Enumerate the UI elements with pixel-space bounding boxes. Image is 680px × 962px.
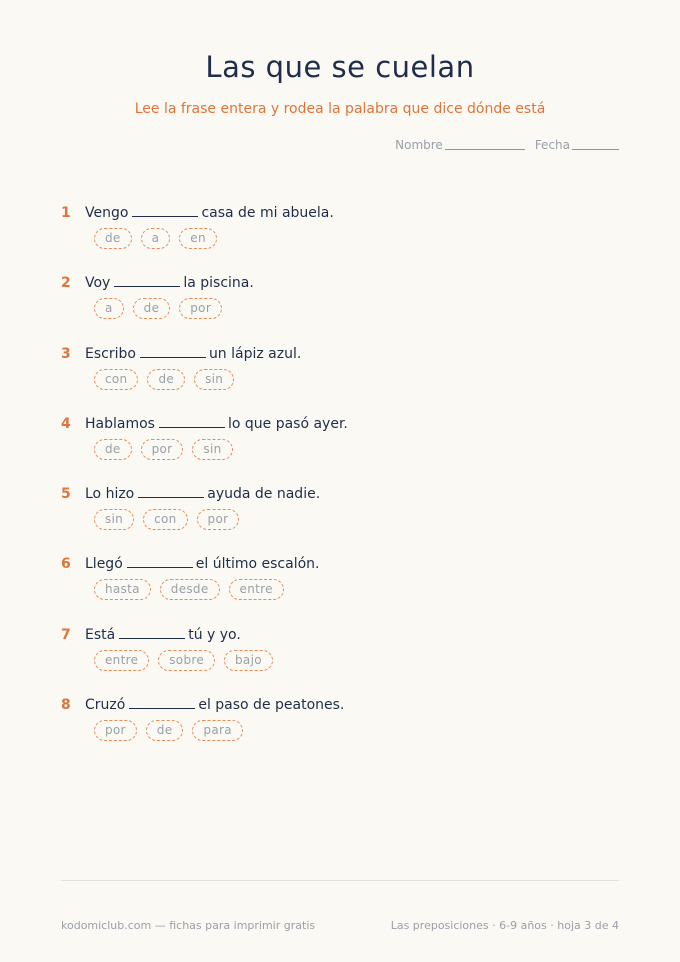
exercise-item xyxy=(61,626,621,696)
sentence-end: lo que pasó ayer. xyxy=(227,415,348,432)
option-pill[interactable]: a xyxy=(94,298,124,319)
option-pill[interactable]: bajo xyxy=(224,650,273,671)
option-pill[interactable]: por xyxy=(179,298,222,319)
exercise-item xyxy=(61,415,621,485)
option-pill[interactable]: con xyxy=(94,369,138,390)
footer-divider xyxy=(61,880,619,881)
exercise-item xyxy=(61,485,621,555)
option-pill[interactable]: por xyxy=(94,720,137,741)
name-label: Nombre xyxy=(395,138,443,152)
sentence-start: Cruzó xyxy=(85,697,126,714)
answer-blank[interactable] xyxy=(138,485,204,498)
option-pill[interactable]: hasta xyxy=(94,579,151,600)
exercise-sentence xyxy=(61,345,621,362)
option-pill[interactable]: desde xyxy=(160,579,220,600)
sentence-end: el último escalón. xyxy=(195,556,320,573)
option-pill[interactable]: entre xyxy=(94,650,149,671)
sentence-start: Lo hizo xyxy=(85,486,135,503)
answer-blank[interactable] xyxy=(129,696,195,709)
sentence-end: un lápiz azul. xyxy=(208,345,302,362)
answer-blank[interactable] xyxy=(127,555,193,568)
footer-site: kodomiclub.com — fichas para imprimir gratis xyxy=(61,919,316,932)
option-group xyxy=(94,439,621,460)
answer-blank[interactable] xyxy=(159,415,225,428)
option-pill[interactable]: sobre xyxy=(158,650,215,671)
exercise-number: 8 xyxy=(61,697,71,714)
option-pill[interactable]: sin xyxy=(194,369,234,390)
exercise-number: 2 xyxy=(61,275,71,292)
option-pill[interactable]: con xyxy=(143,509,187,530)
sentence-end: la piscina. xyxy=(183,275,254,292)
date-field xyxy=(535,138,619,152)
exercise-sentence xyxy=(61,626,621,643)
exercise-number: 6 xyxy=(61,556,71,573)
option-pill[interactable]: de xyxy=(146,720,184,741)
option-pill[interactable]: sin xyxy=(192,439,232,460)
exercise-number: 1 xyxy=(61,205,71,221)
option-group xyxy=(94,509,621,530)
answer-blank[interactable] xyxy=(140,345,206,358)
option-pill[interactable]: de xyxy=(94,439,132,460)
option-group xyxy=(94,228,621,249)
exercise-sentence xyxy=(61,274,621,291)
option-pill[interactable]: entre xyxy=(229,579,284,600)
sentence-start: Escribo xyxy=(85,345,136,362)
exercise-number: 3 xyxy=(61,345,71,362)
page-title: Las que se cuelan xyxy=(205,50,475,84)
date-label: Fecha xyxy=(534,138,570,152)
exercise-sentence xyxy=(61,415,621,432)
sentence-start: Vengo xyxy=(85,205,129,221)
sentence-start: Voy xyxy=(85,275,111,292)
answer-blank[interactable] xyxy=(132,204,198,217)
footer-sheet-info: Las preposiciones · 6-9 años · hoja 3 de 4 xyxy=(390,919,619,932)
sentence-end: el paso de peatones. xyxy=(198,697,345,714)
option-group xyxy=(94,579,621,600)
sentence-end: tú y yo. xyxy=(188,626,241,643)
option-group xyxy=(94,369,621,390)
option-pill[interactable]: para xyxy=(192,720,242,741)
exercise-number: 5 xyxy=(61,486,71,503)
exercise-sentence xyxy=(61,555,621,572)
name-date-fields xyxy=(395,138,619,152)
answer-blank[interactable] xyxy=(119,626,185,639)
sentence-start: Llegó xyxy=(85,556,123,573)
exercise-item xyxy=(61,274,621,344)
exercise-list xyxy=(61,204,621,766)
instructions: Lee la frase entera y rodea la palabra que dice dónde está xyxy=(134,101,546,117)
exercise-item xyxy=(61,204,621,274)
exercise-item xyxy=(61,555,621,625)
sentence-start: Hablamos xyxy=(85,415,155,432)
exercise-sentence xyxy=(61,204,621,221)
sentence-end: ayuda de nadie. xyxy=(207,486,321,503)
option-pill[interactable]: sin xyxy=(94,509,134,530)
option-pill[interactable]: de xyxy=(133,298,171,319)
name-line xyxy=(445,149,525,150)
option-pill[interactable]: en xyxy=(179,228,217,249)
exercise-number: 4 xyxy=(61,415,71,432)
date-line xyxy=(572,149,619,150)
option-pill[interactable]: por xyxy=(197,509,240,530)
name-field xyxy=(395,138,525,152)
exercise-item xyxy=(61,345,621,415)
exercise-number: 7 xyxy=(61,626,71,643)
option-pill[interactable]: a xyxy=(141,228,171,249)
option-group xyxy=(94,720,621,741)
exercise-sentence xyxy=(61,485,621,502)
option-pill[interactable]: por xyxy=(141,439,184,460)
sentence-start: Está xyxy=(85,626,116,643)
exercise-item xyxy=(61,696,621,766)
option-group xyxy=(94,650,621,671)
sentence-end: casa de mi abuela. xyxy=(201,205,334,221)
option-pill[interactable]: de xyxy=(147,369,185,390)
option-pill[interactable]: de xyxy=(94,228,132,249)
option-group xyxy=(94,298,621,319)
exercise-sentence xyxy=(61,696,621,713)
answer-blank[interactable] xyxy=(114,274,180,287)
